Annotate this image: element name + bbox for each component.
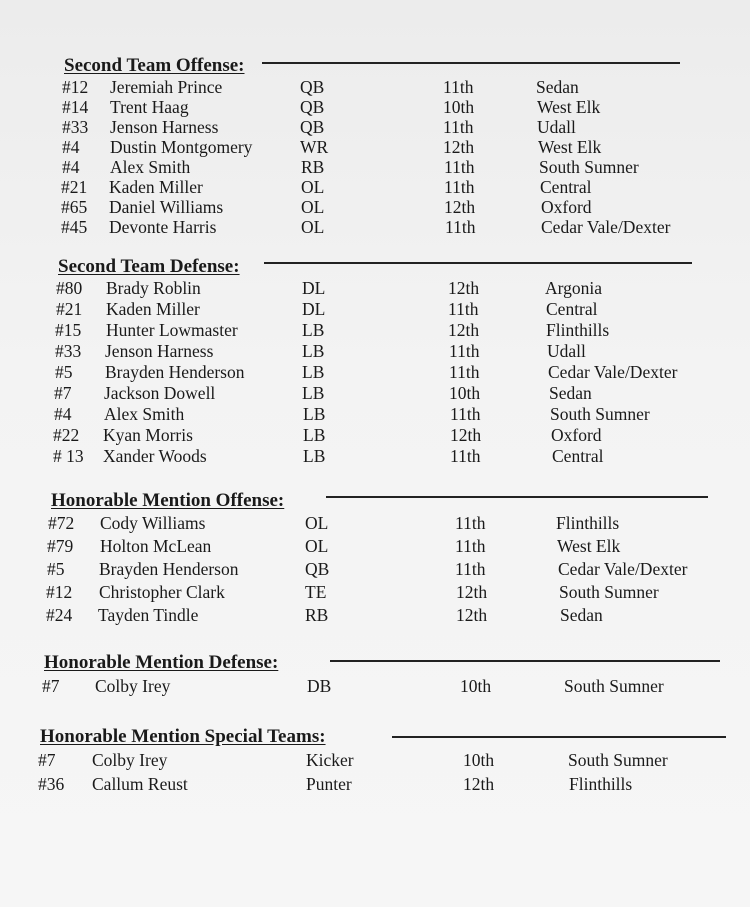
jersey-number: #12: [62, 77, 89, 97]
school: Central: [552, 446, 604, 466]
position: RB: [301, 157, 325, 177]
roster-row: [0, 177, 750, 197]
grade: 12th: [456, 582, 488, 602]
section-rule: [264, 262, 692, 264]
school: Oxford: [551, 425, 602, 445]
jersey-number: #7: [38, 750, 56, 770]
jersey-number: #7: [42, 676, 60, 696]
jersey-number: #5: [55, 362, 73, 382]
grade: 11th: [444, 177, 475, 197]
position: LB: [302, 341, 325, 361]
section-second-team-offense: [0, 55, 750, 237]
jersey-number: #65: [61, 197, 88, 217]
roster-row: [0, 341, 750, 362]
player-name: Kaden Miller: [109, 177, 203, 197]
position: OL: [305, 536, 329, 556]
roster-row: [0, 604, 750, 627]
roster-row: [0, 197, 750, 217]
roster-row: [0, 299, 750, 320]
school: Cedar Vale/Dexter: [548, 362, 678, 382]
player-name: Hunter Lowmaster: [106, 320, 238, 340]
school: South Sumner: [559, 582, 659, 602]
player-name: Christopher Clark: [99, 582, 225, 602]
player-name: Tayden Tindle: [98, 605, 199, 625]
grade: 11th: [449, 362, 480, 382]
jersey-number: #21: [61, 177, 88, 197]
school: West Elk: [538, 137, 602, 157]
grade: 11th: [445, 217, 476, 237]
jersey-number: #36: [38, 774, 65, 794]
grade: 11th: [449, 341, 480, 361]
school: West Elk: [537, 97, 601, 117]
jersey-number: #24: [46, 605, 73, 625]
player-name: Brady Roblin: [106, 278, 201, 298]
jersey-number: #7: [54, 383, 72, 403]
player-name: Colby Irey: [95, 676, 171, 696]
grade: 10th: [449, 383, 481, 403]
player-name: Jenson Harness: [110, 117, 219, 137]
jersey-number: #5: [47, 559, 65, 579]
roster-row: [0, 535, 750, 558]
position: QB: [300, 117, 325, 137]
school: Cedar Vale/Dexter: [558, 559, 688, 579]
player-name: Kaden Miller: [106, 299, 200, 319]
school: Argonia: [545, 278, 603, 298]
school: West Elk: [557, 536, 621, 556]
position: OL: [301, 217, 325, 237]
section-heading: Second Team Defense:: [58, 256, 240, 277]
player-name: Trent Haag: [110, 97, 189, 117]
roster-row: [0, 320, 750, 341]
grade: 11th: [450, 446, 481, 466]
school: South Sumner: [550, 404, 650, 424]
position: TE: [305, 582, 327, 602]
roster-row: [0, 157, 750, 177]
position: OL: [301, 177, 325, 197]
roster-row: [0, 362, 750, 383]
jersey-number: #45: [61, 217, 88, 237]
position: LB: [303, 446, 326, 466]
school: Oxford: [541, 197, 592, 217]
roster-row: [0, 425, 750, 446]
section-honorable-mention-offense: [0, 490, 750, 627]
school: Cedar Vale/Dexter: [541, 217, 671, 237]
grade: 11th: [455, 536, 486, 556]
player-name: Jenson Harness: [105, 341, 214, 361]
section-honorable-mention-defense: [0, 652, 750, 698]
jersey-number: #33: [62, 117, 89, 137]
player-name: Brayden Henderson: [99, 559, 239, 579]
roster-row: [0, 446, 750, 467]
roster-row: [0, 383, 750, 404]
school: South Sumner: [568, 750, 668, 770]
grade: 12th: [448, 320, 480, 340]
grade: 11th: [455, 513, 486, 533]
position: LB: [303, 425, 326, 445]
player-name: Jeremiah Prince: [110, 77, 223, 97]
roster-row: [0, 748, 750, 772]
player-name: Xander Woods: [103, 446, 207, 466]
section-honorable-mention-special-teams: [0, 726, 750, 796]
player-name: Holton McLean: [100, 536, 212, 556]
roster-row: [0, 278, 750, 299]
section-rule: [330, 660, 720, 662]
grade: 12th: [450, 425, 482, 445]
grade: 11th: [444, 157, 475, 177]
player-name: Kyan Morris: [103, 425, 193, 445]
section-heading: Honorable Mention Special Teams:: [40, 726, 326, 747]
jersey-number: #80: [56, 278, 83, 298]
grade: 11th: [450, 404, 481, 424]
jersey-number: #4: [54, 404, 72, 424]
position: LB: [302, 383, 325, 403]
section-rule: [326, 496, 708, 498]
section-rule: [392, 736, 726, 738]
section-rule: [262, 62, 680, 64]
position: LB: [303, 404, 326, 424]
jersey-number: #4: [62, 137, 80, 157]
position: QB: [300, 97, 325, 117]
position: RB: [305, 605, 329, 625]
school: Sedan: [536, 77, 579, 97]
roster-row: [0, 117, 750, 137]
position: DB: [307, 676, 332, 696]
grade: 12th: [443, 137, 475, 157]
jersey-number: #22: [53, 425, 80, 445]
grade: 12th: [456, 605, 488, 625]
jersey-number: #72: [48, 513, 75, 533]
school: Flinthills: [546, 320, 610, 340]
school: Sedan: [549, 383, 592, 403]
player-name: Alex Smith: [110, 157, 191, 177]
section-second-team-defense: [0, 256, 750, 467]
player-name: Cody Williams: [100, 513, 206, 533]
grade: 11th: [443, 77, 474, 97]
position: QB: [305, 559, 330, 579]
grade: 11th: [455, 559, 486, 579]
school: Central: [540, 177, 592, 197]
roster-row: [0, 512, 750, 535]
player-name: Daniel Williams: [109, 197, 224, 217]
grade: 10th: [443, 97, 475, 117]
grade: 12th: [463, 774, 495, 794]
section-heading: Second Team Offense:: [64, 55, 245, 76]
position: Punter: [306, 774, 352, 794]
grade: 12th: [448, 278, 480, 298]
position: QB: [300, 77, 325, 97]
player-name: Jackson Dowell: [104, 383, 216, 403]
jersey-number: #14: [62, 97, 89, 117]
player-name: Colby Irey: [92, 750, 168, 770]
jersey-number: #12: [46, 582, 73, 602]
jersey-number: #21: [56, 299, 83, 319]
grade: 11th: [443, 117, 474, 137]
position: OL: [301, 197, 325, 217]
school: Udall: [547, 341, 586, 361]
roster-row: [0, 674, 750, 698]
roster-row: [0, 217, 750, 237]
grade: 10th: [460, 676, 492, 696]
jersey-number: #79: [47, 536, 74, 556]
roster-row: [0, 77, 750, 97]
school: Sedan: [560, 605, 603, 625]
school: South Sumner: [564, 676, 664, 696]
player-name: Dustin Montgomery: [110, 137, 253, 157]
grade: 10th: [463, 750, 495, 770]
position: LB: [302, 320, 325, 340]
position: DL: [302, 299, 326, 319]
roster-row: [0, 772, 750, 796]
position: LB: [302, 362, 325, 382]
section-heading: Honorable Mention Defense:: [44, 652, 279, 673]
school: Flinthills: [556, 513, 620, 533]
school: Flinthills: [569, 774, 633, 794]
roster-row: [0, 581, 750, 604]
section-heading: Honorable Mention Offense:: [51, 490, 285, 511]
roster-row: [0, 404, 750, 425]
jersey-number: # 13: [53, 446, 84, 466]
position: WR: [300, 137, 329, 157]
position: OL: [305, 513, 329, 533]
jersey-number: #33: [55, 341, 82, 361]
position: DL: [302, 278, 326, 298]
school: South Sumner: [539, 157, 639, 177]
roster-row: [0, 558, 750, 581]
player-name: Alex Smith: [104, 404, 185, 424]
roster-row: [0, 137, 750, 157]
grade: 12th: [444, 197, 476, 217]
roster-row: [0, 97, 750, 117]
jersey-number: #15: [55, 320, 82, 340]
grade: 11th: [448, 299, 479, 319]
school: Udall: [537, 117, 576, 137]
position: Kicker: [306, 750, 354, 770]
player-name: Brayden Henderson: [105, 362, 245, 382]
school: Central: [546, 299, 598, 319]
player-name: Devonte Harris: [109, 217, 217, 237]
player-name: Callum Reust: [92, 774, 188, 794]
jersey-number: #4: [62, 157, 80, 177]
